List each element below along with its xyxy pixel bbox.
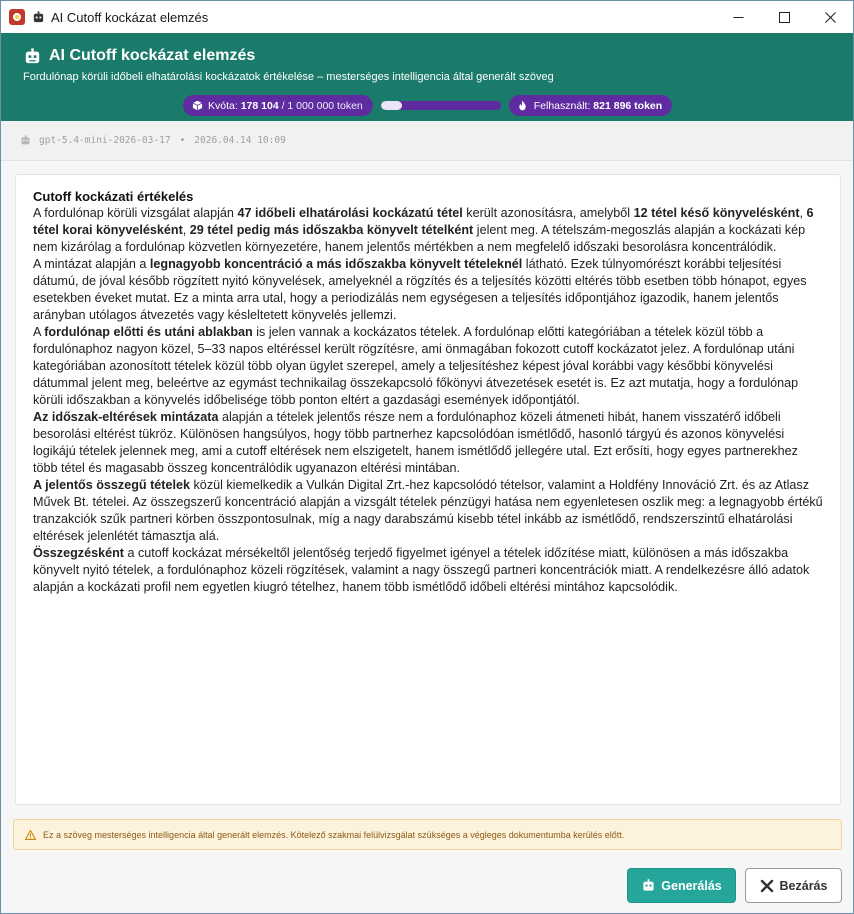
analysis-content bbox=[15, 174, 841, 805]
page-subtitle: Fordulónap körüli időbeli elhatárolási kockázatok értékelése – mesterséges intelligencia által generált szöveg bbox=[23, 71, 554, 83]
app-icon bbox=[9, 9, 25, 25]
model-meta-strip bbox=[1, 121, 853, 161]
warning-text: Ez a szöveg mesterséges intelligencia által generált elemzés. Kötelező szakmai felülvizsgálat szükséges a végleges dokumentumba kerülés előtt. bbox=[43, 829, 625, 840]
quota-row bbox=[183, 95, 672, 116]
robot-icon bbox=[19, 135, 31, 147]
minimize-icon bbox=[733, 12, 744, 23]
analysis-paragraph: A fordulónap körüli vizsgálat alapján 47 időbeli elhatárolási kockázatú tétel került azonosításra, amelyből 12 tétel késő könyvelésként, 6 tétel korai könyvelésként, 29 tétel pedig más időszakba könyvelt tételként jelent meg. A tételszám-megoszlás alapján a kockázati kép nem kizárólag a fordulónap közvetlen környezetére, hanem jelentős mértékben a nem megfelelő időszaki besorolásra koncentrálódik. bbox=[33, 206, 814, 254]
quota-used: 178 104 bbox=[240, 99, 279, 112]
meta-separator: • bbox=[179, 135, 186, 146]
box-icon bbox=[191, 100, 203, 112]
robot-icon bbox=[641, 879, 655, 893]
close-label: Bezárás bbox=[779, 878, 828, 893]
quota-label: Kvóta: bbox=[208, 99, 238, 112]
quota-total: / 1 000 000 token bbox=[281, 99, 363, 112]
used-badge bbox=[509, 95, 672, 116]
analysis-paragraph: A jelentős összegű tételek közül kiemelkedik a Vulkán Digital Zrt.-hez kapcsolódó tételsor, valamint a Holdfény Innováció Zrt. és az Atlasz Művek Bt. tételei. Az összegszerű koncentráció alapján a vizsgált tételek pénzügyi hatása nem egyenletesen oszlik meg: a legnagyobb értékű tranzakciók szűk partneri körben összpontosulnak, míg a nagy darabszámú kisebb tétel inkább az ismétlődő, rendszerszintű elhatárolási eltérések jelenlétét támasztja alá. bbox=[33, 478, 823, 543]
generate-label: Generálás bbox=[661, 878, 722, 893]
quota-badge bbox=[183, 95, 373, 116]
title-bar[interactable] bbox=[1, 1, 853, 33]
analysis-paragraph: Összegzésként a cutoff kockázat mérsékeltől jelentőség terjedő figyelmet igényel a tételek időzítése miatt, különösen a más időszakba könyvelt nyitó tételek, a fordulónaphoz közeli rögzítések, valamint a nagy összegű partneri koncentrációk miatt. A rendelkezésre álló adatok alapján a kockázati profil nem egyetlen kiugró tételhez, hanem több ismétlődő időbeli eltérési mintához kapcsolódik. bbox=[33, 546, 810, 594]
close-button[interactable] bbox=[745, 868, 842, 903]
close-window-button[interactable] bbox=[807, 1, 853, 33]
robot-icon bbox=[31, 10, 45, 24]
generate-button[interactable] bbox=[627, 868, 736, 903]
used-label: Felhasznált: bbox=[533, 99, 591, 112]
window-title: AI Cutoff kockázat elemzés bbox=[51, 9, 209, 25]
close-icon bbox=[760, 879, 774, 893]
maximize-button[interactable] bbox=[761, 1, 807, 33]
analysis-paragraph: A fordulónap előtti és utáni ablakban is jelen vannak a kockázatos tételek. A fordulónap előtti kategóriában a tételek közül több a fordulónaphoz nagyon közel, 5–33 napos eltéréssel került rögzítésre, ami önmagában fokozott cutoff kockázatot jelez. A fordulónap utáni kategóriában azonosított tételek közül több olyan ügylet szerepel, amely a teljesítéshez képest jóval korábbi vagy későbbi könyvelési dátummal jelent meg, beleértve az egymást technikailag összekapcsoló főkönyvi átvezetések esetét is. Ez azt mutatja, hogy a fordulónap körüli időszakban a könyvelés időbelisége több ponton eltért a gazdasági események időpontjától. bbox=[33, 325, 799, 407]
robot-icon bbox=[23, 47, 41, 65]
analysis-paragraph: Az időszak-eltérések mintázata alapján a tételek jelentős része nem a fordulónaphoz közeli átmeneti hibát, hanem visszatérő időbeli besorolási eltérést tükröz. Különösen hangsúlyos, hogy több partnerhez kapcsolódóan ismétlődő, hasonló tárgyú és azonos könyvelési logikájú tételek jelennek meg, ami a cutoff eltérések nem elszigetelt, hanem ismétlődő jellegére utal. Ezt erősíti, hogy egyes partnerekhez több tétel és magasabb összeg koncentrálódik ugyanazon eltérési mintában. bbox=[33, 410, 798, 475]
analysis-paragraph: A mintázat alapján a legnagyobb koncentráció a más időszakba könyvelt tételeknél látható. Ezek túlnyomórészt korábbi teljesítési dátumú, de jóval később rögzített nyitó könyvelések, amelyeknél a rögzítés és a teljesítés közötti eltérés több esetben több hónapot, egyes esetekben éveket mutat. Ez a minta arra utal, hogy a periodizálás nem egységesen a teljesítés időpontjához igazodik, hanem jelentős arányban utólagos átvezetés vagy késleltetett könyvelés jellemzi. bbox=[33, 257, 807, 322]
analysis-heading: Cutoff kockázati értékelés bbox=[33, 189, 194, 204]
dialog-header bbox=[1, 33, 853, 121]
used-value: 821 896 token bbox=[593, 99, 663, 112]
quota-progress-bar bbox=[381, 101, 501, 110]
window-controls bbox=[715, 1, 853, 33]
close-icon bbox=[825, 12, 836, 23]
warning-triangle-icon bbox=[25, 829, 36, 840]
page-title: AI Cutoff kockázat elemzés bbox=[49, 47, 256, 64]
generation-timestamp: 2026.04.14 10:09 bbox=[194, 135, 286, 146]
maximize-icon bbox=[779, 12, 790, 23]
ai-warning-banner bbox=[13, 819, 842, 850]
minimize-button[interactable] bbox=[715, 1, 761, 33]
quota-progress-fill bbox=[381, 101, 402, 110]
model-name: gpt-5.4-mini-2026-03-17 bbox=[39, 135, 171, 146]
flame-icon bbox=[517, 100, 529, 112]
